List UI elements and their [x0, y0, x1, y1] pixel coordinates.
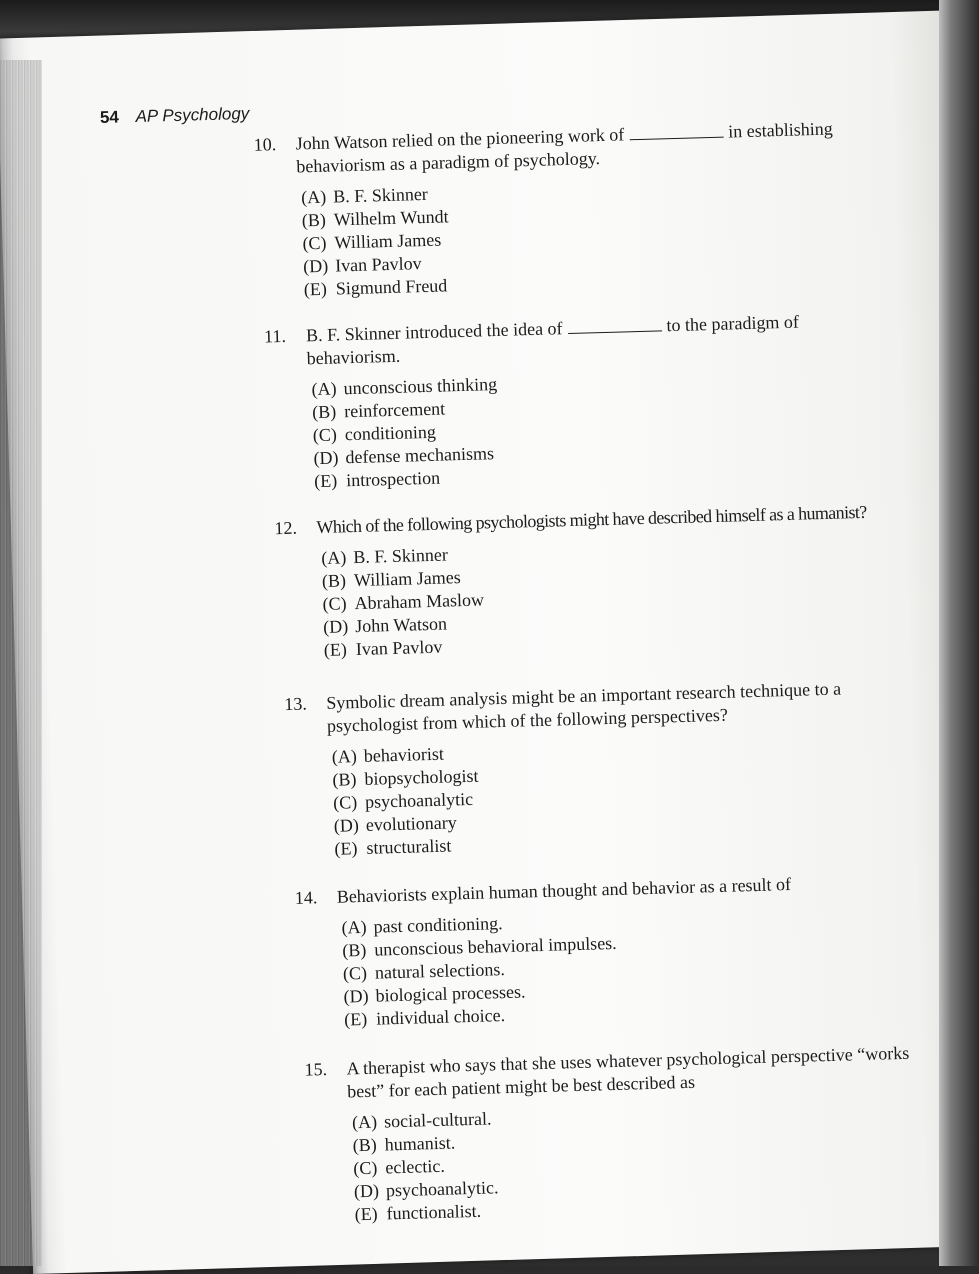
page-number: 54 [99, 107, 120, 127]
option-text: unconscious thinking [343, 374, 498, 399]
option-letter: (E) [323, 639, 348, 660]
answer-options [332, 742, 481, 861]
question-stem: Which of the following psychologists might have described himself as a humanist? [316, 501, 867, 538]
option-letter: (A) [331, 746, 358, 767]
option-text: natural selections. [374, 959, 506, 983]
option-text: evolutionary [365, 812, 458, 835]
option-text: biopsychologist [364, 765, 479, 789]
answer-option [333, 788, 480, 815]
option-text: Sigmund Freud [335, 275, 448, 299]
option-text: B. F. Skinner [332, 183, 429, 207]
fill-in-blank [629, 123, 723, 141]
option-text: eclectic. [385, 1155, 446, 1178]
option-letter: (E) [343, 1008, 368, 1030]
option-letter: (E) [303, 278, 328, 300]
question-number: 13. [284, 693, 308, 715]
option-letter: (B) [311, 401, 337, 423]
option-letter: (C) [342, 962, 368, 984]
answer-option [302, 228, 449, 255]
option-text: social-cultural. [383, 1108, 492, 1132]
option-letter: (C) [302, 232, 327, 254]
option-letter: (E) [313, 470, 338, 492]
option-letter: (C) [332, 792, 358, 813]
option-text: humanist. [384, 1132, 456, 1155]
answer-options [321, 542, 486, 661]
option-text: Ivan Pavlov [355, 636, 443, 660]
question-number: 12. [274, 517, 298, 539]
option-text: Ivan Pavlov [334, 253, 422, 276]
option-text: William James [353, 567, 461, 591]
option-text: past conditioning. [373, 913, 503, 937]
answer-option [324, 634, 486, 661]
answer-option [352, 1107, 497, 1134]
option-letter: (C) [353, 1157, 378, 1179]
option-letter: (B) [321, 570, 347, 591]
option-letter: (D) [333, 815, 360, 836]
fill-in-blank [567, 316, 661, 334]
option-letter: (A) [321, 547, 347, 568]
answer-option [304, 274, 451, 301]
option-text: Wilhelm Wundt [333, 206, 449, 230]
answer-options [311, 373, 500, 493]
page-header [100, 104, 250, 128]
option-text: functionalist. [386, 1200, 482, 1224]
option-text: defense mechanisms [345, 443, 495, 468]
option-text: unconscious behavioral impulses. [373, 932, 617, 960]
answer-options [301, 182, 451, 301]
answer-option [314, 465, 500, 493]
option-text: reinforcement [343, 398, 446, 422]
option-letter: (E) [334, 838, 358, 859]
option-text: conditioning [344, 421, 437, 445]
option-letter: (D) [322, 616, 349, 637]
option-letter: (D) [343, 985, 369, 1007]
option-letter: (A) [300, 186, 327, 208]
question-number: 11. [263, 325, 287, 347]
question-number: 10. [253, 134, 277, 155]
option-text: structuralist [366, 835, 452, 858]
option-letter: (B) [301, 209, 327, 231]
answer-options [341, 909, 619, 1032]
question-number: 15. [304, 1059, 328, 1080]
option-text: individual choice. [375, 1005, 506, 1029]
answer-option [334, 834, 481, 861]
option-text: Abraham Maslow [354, 589, 485, 614]
running-head: AP Psychology [135, 103, 250, 127]
option-letter: (D) [353, 1180, 380, 1202]
option-text: introspection [345, 467, 441, 491]
option-letter: (B) [342, 939, 367, 961]
question-number: 14. [294, 887, 318, 908]
answer-options [352, 1107, 500, 1226]
stem-text: in establishing behaviorism as a paradigm of psychology. [296, 118, 833, 177]
option-text: psychoanalytic. [385, 1177, 499, 1201]
option-text: behaviorist [363, 743, 445, 766]
answer-option [354, 1199, 499, 1226]
option-letter: (E) [354, 1203, 378, 1225]
question-stem: A therapist who says that she uses whatever psychological perspective “works best” for each patient might be best described as [346, 1042, 910, 1102]
option-letter: (C) [322, 593, 347, 614]
question-stem: Symbolic dream analysis might be an important research technique to a psychologist from which of the following perspectives? [326, 678, 842, 736]
option-text: psychoanalytic [364, 788, 474, 812]
option-letter: (D) [313, 447, 339, 469]
answer-option [322, 588, 484, 615]
question-stem [306, 309, 867, 371]
stem-text: to the paradigm of behaviorism. [306, 311, 800, 369]
question-stem: Behaviorists explain human thought and behavior as a result of [336, 874, 792, 907]
option-letter: (A) [351, 1111, 378, 1133]
option-letter: (B) [332, 769, 357, 790]
stem-text: B. F. Skinner introduced the idea of [305, 318, 563, 346]
option-letter: (D) [302, 255, 329, 277]
option-letter: (A) [311, 378, 337, 400]
option-text: biological processes. [375, 981, 526, 1006]
option-text: William James [334, 229, 442, 253]
option-letter: (C) [312, 424, 338, 446]
option-text: B. F. Skinner [353, 544, 449, 568]
question-stem [295, 117, 856, 179]
stem-text: John Watson relied on the pioneering work of [295, 124, 625, 154]
option-letter: (A) [341, 916, 367, 938]
option-text: John Watson [354, 613, 448, 637]
option-letter: (B) [352, 1134, 377, 1156]
